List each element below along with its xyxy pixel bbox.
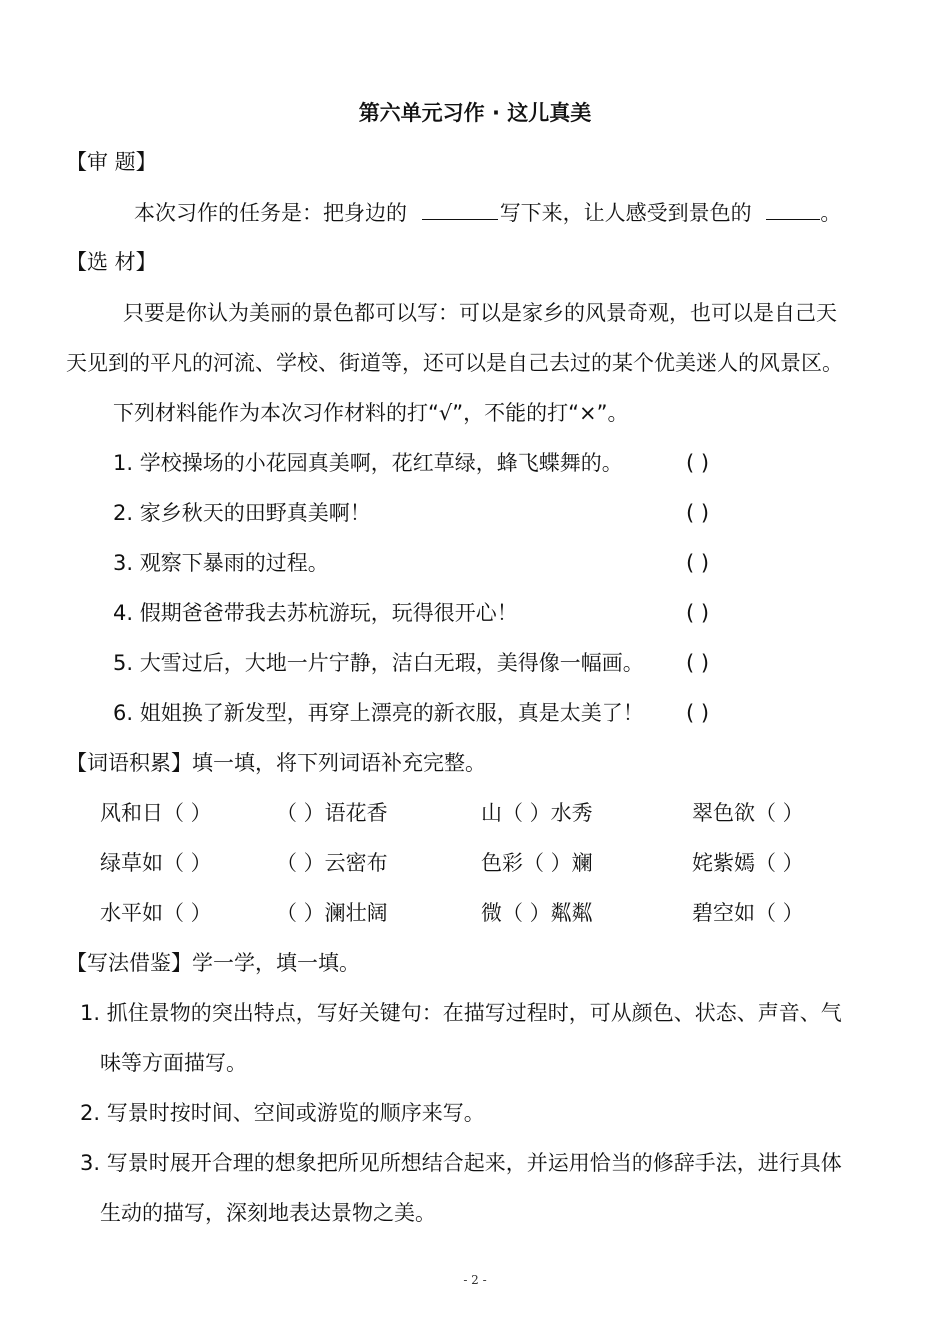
answer-paren[interactable]: ( ) <box>686 451 710 475</box>
xuancai-paragraph-line2: 天见到的平凡的河流、学校、街道等，还可以是自己去过的某个优美迷人的风景区。 <box>66 351 843 375</box>
xiefa-item-3-line1: 3. 写景时展开合理的想象把所见所想结合起来，并运用恰当的修辞手法，进行具体 <box>80 1151 842 1175</box>
word-row <box>0 899 950 927</box>
shenti-text-a: 本次习作的任务是：把身边的 <box>134 201 407 225</box>
word-fill-item[interactable]: 微（ ）粼粼 <box>481 901 593 925</box>
xuancai-instruction: 下列材料能作为本次习作材料的打“√”，不能的打“×”。 <box>113 401 629 425</box>
page-number: - 2 - <box>463 1273 487 1287</box>
page-title: 第六单元习作 · 这儿真美 <box>358 101 592 125</box>
material-item: 5. 大雪过后，大地一片宁静，洁白无瑕，美得像一幅画。 <box>113 651 644 675</box>
material-item: 1. 学校操场的小花园真美啊，花红草绿，蜂飞蝶舞的。 <box>113 451 623 475</box>
section-heading-xiefa: 【写法借鉴】学一学，填一填。 <box>66 951 360 975</box>
fill-blank-scene[interactable] <box>422 201 498 220</box>
word-fill-item[interactable]: 绿草如（ ） <box>100 851 212 875</box>
word-row <box>0 799 950 827</box>
word-row <box>0 849 950 877</box>
word-fill-item[interactable]: 山（ ）水秀 <box>481 801 593 825</box>
shenti-task-line <box>134 199 841 227</box>
answer-paren[interactable]: ( ) <box>686 551 710 575</box>
xuancai-paragraph-line1: 只要是你认为美丽的景色都可以写：可以是家乡的风景奇观，也可以是自己天 <box>123 301 837 325</box>
answer-paren[interactable]: ( ) <box>686 701 710 725</box>
xiefa-item-2: 2. 写景时按时间、空间或游览的顺序来写。 <box>80 1101 485 1125</box>
word-fill-item[interactable]: （ ）云密布 <box>276 851 388 875</box>
word-fill-item[interactable]: （ ）语花香 <box>276 801 388 825</box>
material-item: 6. 姐姐换了新发型，再穿上漂亮的新衣服，真是太美了！ <box>113 701 644 725</box>
shenti-text-b: 写下来，让人感受到景色的 <box>499 201 752 225</box>
section-heading-ciyu: 【词语积累】填一填，将下列词语补充完整。 <box>66 751 486 775</box>
answer-paren[interactable]: ( ) <box>686 601 710 625</box>
xiefa-item-1-line2: 味等方面描写。 <box>100 1051 247 1075</box>
section-heading-shenti: 【审 题】 <box>66 150 157 174</box>
word-fill-item[interactable]: 色彩（ ）斓 <box>481 851 593 875</box>
xiefa-item-1-line1: 1. 抓住景物的突出特点，写好关键句：在描写过程时，可从颜色、状态、声音、气 <box>80 1001 842 1025</box>
fill-blank-beauty[interactable] <box>766 201 820 220</box>
word-fill-item[interactable]: 碧空如（ ） <box>692 901 804 925</box>
word-fill-item[interactable]: 翠色欲（ ） <box>692 801 804 825</box>
material-item: 4. 假期爸爸带我去苏杭游玩，玩得很开心！ <box>113 601 518 625</box>
section-heading-xuancai: 【选 材】 <box>66 250 157 274</box>
material-item: 2. 家乡秋天的田野真美啊！ <box>113 501 371 525</box>
word-fill-item[interactable]: 水平如（ ） <box>100 901 212 925</box>
word-fill-item[interactable]: 风和日（ ） <box>100 801 212 825</box>
xiefa-item-3-line2: 生动的描写，深刻地表达景物之美。 <box>100 1201 436 1225</box>
shenti-text-c: 。 <box>820 201 842 225</box>
word-fill-item[interactable]: 姹紫嫣（ ） <box>692 851 804 875</box>
answer-paren[interactable]: ( ) <box>686 651 710 675</box>
answer-paren[interactable]: ( ) <box>686 501 710 525</box>
word-fill-item[interactable]: （ ）澜壮阔 <box>276 901 388 925</box>
material-item: 3. 观察下暴雨的过程。 <box>113 551 329 575</box>
